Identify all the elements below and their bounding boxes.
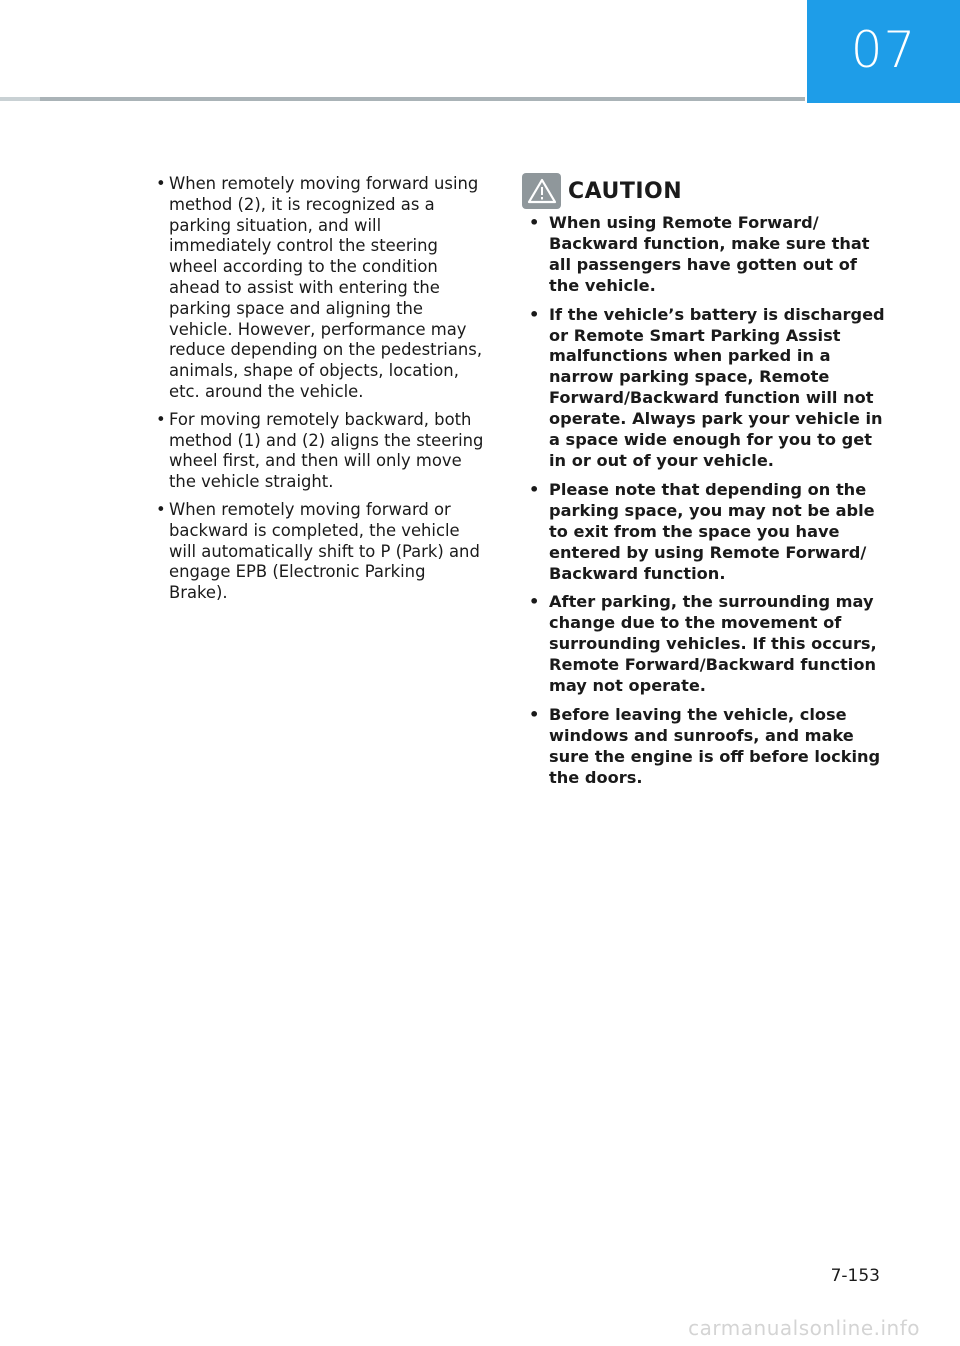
bullet-icon: • [156,174,166,193]
chapter-number: 07 [850,20,917,79]
header-rule [0,97,805,101]
bullet-icon: • [156,409,166,429]
caution-item [528,305,888,472]
caution-heading [522,172,682,210]
caution-item [528,213,888,297]
list-item [155,500,485,604]
caution-item-text: Please note that depending on the parking space, you may not be able to exit from the space you have entered by using Remote Forward/ Backward function. [549,479,875,583]
chapter-tab [807,0,960,103]
warning-triangle-icon [522,173,561,209]
list-item-text: For moving remotely backward, both method (1) and (2) aligns the steering wheel first, and then will only move the vehicle straight. [169,409,484,492]
list-item-text: When remotely moving forward or backward is completed, the vehicle will automatically shift to P (Park) and engage EPB (Electronic Parking Brake). [169,499,480,603]
left-column [155,174,485,611]
header-rule-accent [0,97,40,101]
caution-item [528,705,888,789]
bullet-icon: • [529,479,540,499]
list-item-text: When remotely moving forward using method (2), it is recognized as a parking situation, and will immediately control the steering wheel according to the condition ahead to assist with entering the parking space and aligning the vehicle. However, performance may reduce depending on the pedestrians, animals, shape of objects, location, etc. around the vehicle. [169,174,483,401]
list-item [155,410,485,493]
page-number: 7-153 [830,1266,880,1286]
bullet-icon: • [529,304,540,324]
caution-item-text: If the vehicle’s battery is discharged or Remote Smart Parking Assist malfunctions when parked in a narrow parking space, Remote Forward/Backward function will not operate. Always park your vehicle in a space wide enough for you to get in or out of your vehicle. [549,304,885,470]
caution-list [528,213,888,797]
caution-item-text: Before leaving the vehicle, close windows and sunroofs, and make sure the engine is off before locking the doors. [549,704,881,787]
caution-title: CAUTION [568,178,683,204]
bullet-icon: • [529,704,540,724]
watermark: carmanualsonline.info [688,1316,920,1340]
bullet-icon: • [529,592,540,612]
caution-item [528,480,888,585]
list-item [155,174,485,403]
caution-item-text: After parking, the surrounding may change due to the movement of surrounding vehicles. If this occurs, Remote Forward/Backward function may not operate. [549,592,877,696]
bullet-icon: • [529,213,540,232]
bullet-icon: • [156,499,166,519]
caution-item [528,592,888,697]
caution-item-text: When using Remote Forward/ Backward function, make sure that all passengers have gotten out of the vehicle. [549,213,870,295]
